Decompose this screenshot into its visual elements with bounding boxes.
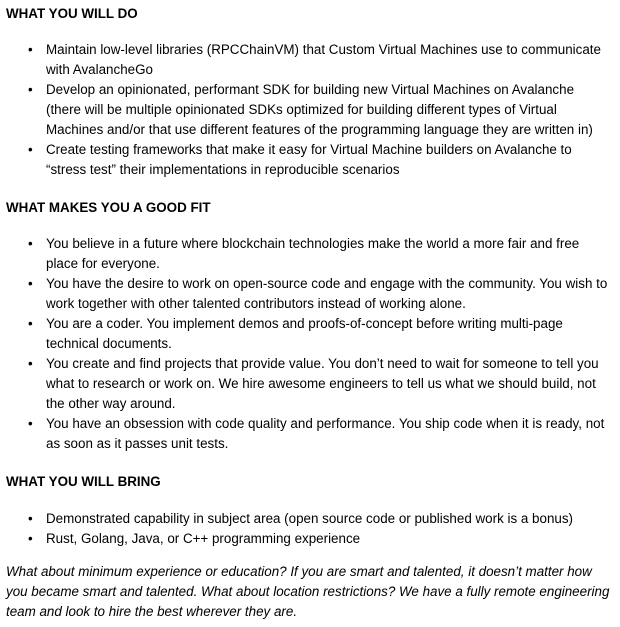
bullet-icon: • — [28, 511, 33, 526]
list-item — [6, 529, 610, 549]
list-item-text: You are a coder. You implement demos and proofs-of-concept before writing multi-page technical documents. — [46, 316, 563, 351]
list-item — [6, 140, 610, 180]
bullet-icon: • — [28, 276, 33, 291]
section-heading-what-you-will-bring: WHAT YOU WILL BRING — [6, 474, 161, 489]
bullet-icon: • — [28, 82, 33, 97]
list-item — [6, 80, 610, 140]
list-item-text: You create and find projects that provide value. You don’t need to wait for someone to tell you what to research or work on. We hire awesome engineers to tell us what we should build, not the other way around. — [46, 356, 599, 411]
bullet-icon: • — [28, 142, 33, 157]
list-item-text: Rust, Golang, Java, or C++ programming experience — [46, 531, 361, 546]
bullet-icon: • — [28, 356, 33, 371]
list-what-makes-you-a-good-fit — [6, 234, 610, 454]
bullet-icon: • — [28, 416, 33, 431]
bullet-icon: • — [28, 316, 33, 331]
list-item-text: Create testing frameworks that make it easy for Virtual Machine builders on Avalanche to “stress test” their implementations in reproducible scenarios — [46, 142, 572, 177]
list-item-text: Maintain low-level libraries (RPCChainVM) that Custom Virtual Machines use to communicate with AvalancheGo — [46, 42, 601, 77]
list-item — [6, 234, 610, 274]
list-item-text: You have the desire to work on open-source code and engage with the community. You wish to work together with other talented contributors instead of working alone. — [46, 276, 608, 311]
list-item-text: Demonstrated capability in subject area (open source code or published work is a bonus) — [46, 511, 573, 526]
list-item-text: Develop an opinionated, performant SDK for building new Virtual Machines on Avalanche (there will be multiple opinionated SDKs optimized for building different types of Virtual Machines and/or that use different features of the programming language they are written in) — [46, 82, 593, 137]
section-heading-what-you-will-do: WHAT YOU WILL DO — [6, 6, 138, 21]
list-item — [6, 40, 610, 80]
list-item — [6, 414, 610, 454]
list-item — [6, 274, 610, 314]
list-item-text: You have an obsession with code quality and performance. You ship code when it is ready, not as soon as it passes unit tests. — [46, 416, 605, 451]
section-heading-what-makes-you-a-good-fit: WHAT MAKES YOU A GOOD FIT — [6, 200, 211, 215]
list-what-you-will-bring — [6, 509, 610, 549]
closing-note: What about minimum experience or education? If you are smart and talented, it doesn’t matter how you became smart and talented. What about location restrictions? We have a fully remote engineering team and look to hire the best wherever they are. — [6, 564, 610, 619]
list-item — [6, 354, 610, 414]
bullet-icon: • — [28, 531, 33, 546]
bullet-icon: • — [28, 236, 33, 251]
list-what-you-will-do — [6, 40, 610, 180]
list-item-text: You believe in a future where blockchain technologies make the world a more fair and free place for everyone. — [46, 236, 580, 271]
list-item — [6, 314, 610, 354]
bullet-icon: • — [28, 42, 33, 57]
list-item — [6, 509, 610, 529]
